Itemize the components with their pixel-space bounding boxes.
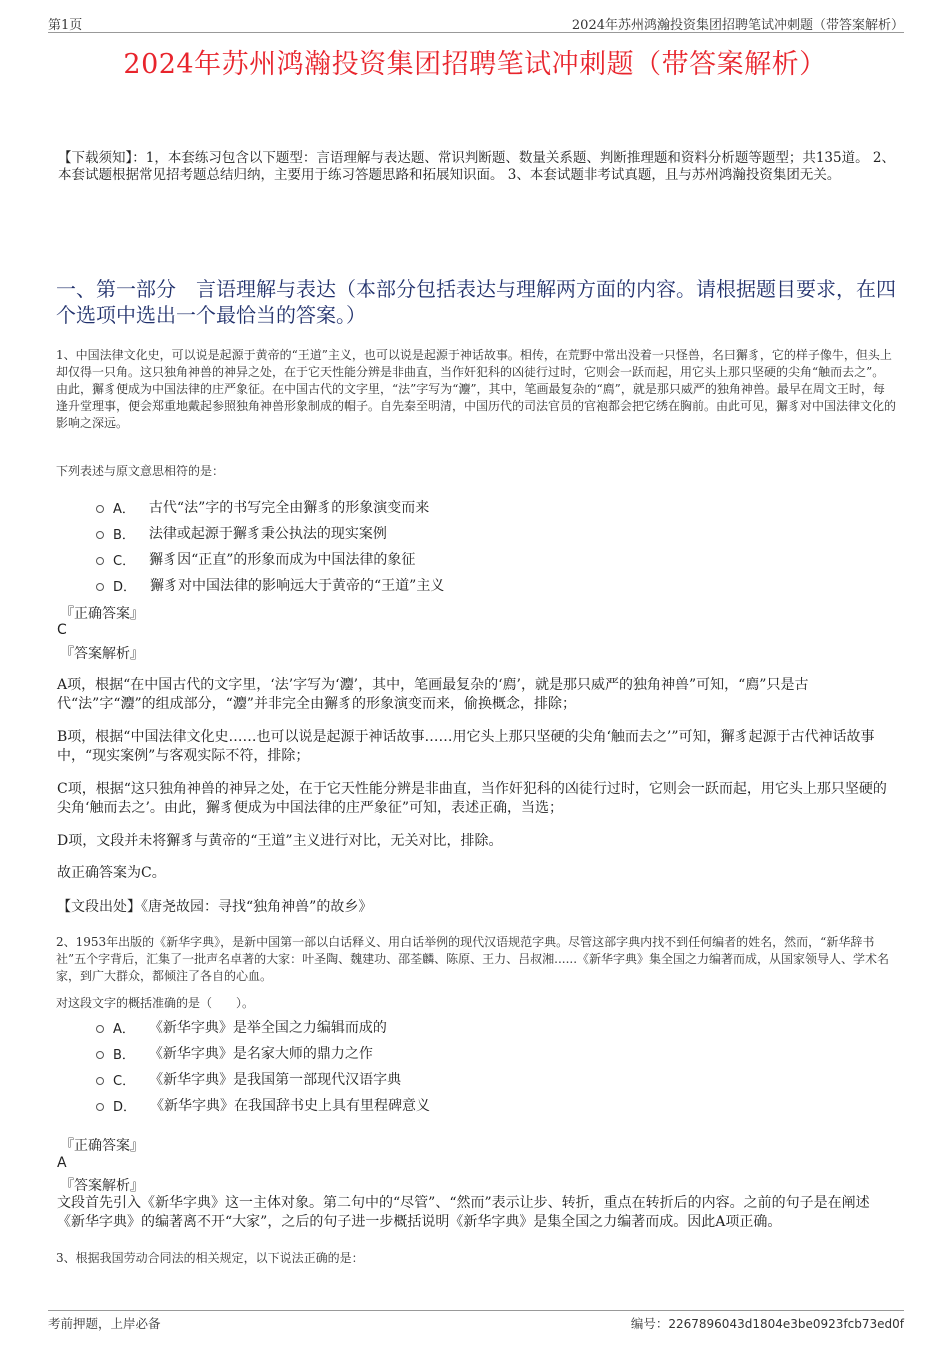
header-divider xyxy=(48,32,904,33)
radio-icon[interactable] xyxy=(96,583,104,591)
option-text: 《新华字典》是举全国之力编辑而成的 xyxy=(148,1020,387,1036)
question-3-text: 3、根据我国劳动合同法的相关规定，以下说法正确的是： xyxy=(56,1251,364,1265)
option-text: 《新华字典》是名家大师的鼎力之作 xyxy=(148,1046,373,1062)
q1-analysis-d: D项，文段并未将獬豸与黄帝的“王道”主义进行对比，无关对比，排除。 xyxy=(57,833,503,849)
q2-analysis: 文段首先引入《新华字典》这一主体对象。第二句中的“尽管”、“然而”表示让步、转折，重点在转折后的内容。之前的句子是在阐述《新华字典》的编著离不开“大家”，之后的句子进一步概括说明《新华字典》是集全国之力编著而成。因此A项正确。 xyxy=(57,1195,870,1230)
option-text: 《新华字典》是我国第一部现代汉语字典 xyxy=(149,1072,402,1088)
footer-slogan: 考前押题，上岸必备 xyxy=(48,1316,161,1331)
q1-analysis-a: A项，根据“在中国古代的文字里，‘法’字写为‘灋’，其中，笔画最复杂的‘廌’，就是那只威严的独角神兽”可知，“廌”只是古代“法”字“灋”的组成部分，“灋”并非完全由獬豸的形象演变而来，偷换概念，排除； xyxy=(57,677,809,712)
option-letter: C． xyxy=(113,553,136,569)
q2-option-d[interactable] xyxy=(96,1095,430,1115)
q1-conclusion: 故正确答案为C。 xyxy=(57,865,166,881)
footer-code-value: 2267896043d1804e3be0923fcb73ed0f xyxy=(668,1317,904,1331)
option-text: 古代“法”字的书写完全由獬豸的形象演变而来 xyxy=(148,500,430,516)
footer-divider xyxy=(48,1310,904,1311)
option-letter: D． xyxy=(113,579,137,595)
q1-source: 【文段出处】《唐尧故园：寻找“独角神兽”的故乡》 xyxy=(57,899,373,915)
question-2-prompt: 对这段文字的概括准确的是（ ）。 xyxy=(56,996,255,1010)
option-text: 獬豸对中国法律的影响远大于黄帝的“王道”主义 xyxy=(150,578,445,594)
q2-answer-label: 『正确答案』 xyxy=(60,1138,144,1154)
q1-analysis-label: 『答案解析』 xyxy=(60,646,144,662)
option-letter: A． xyxy=(113,1021,135,1037)
option-letter: B． xyxy=(113,1047,135,1063)
radio-icon[interactable] xyxy=(96,531,104,539)
footer-code-label: 编号： xyxy=(630,1316,669,1331)
section-heading: 一、第一部分 言语理解与表达（本部分包括表达与理解两方面的内容。请根据题目要求，在四个选项中选出一个最恰当的答案。） xyxy=(56,277,896,327)
q2-answer: A xyxy=(57,1155,67,1171)
page-number: 第1页 xyxy=(48,18,83,33)
radio-icon[interactable] xyxy=(96,1103,104,1111)
option-letter: D． xyxy=(113,1099,137,1115)
radio-icon[interactable] xyxy=(96,1077,104,1085)
q1-analysis-c: C项，根据“这只独角神兽的神异之处，在于它天性能分辨是非曲直，当作奸犯科的凶徒行过时，它则会一跃而起，用它头上那只坚硬的尖角‘触而去之’。由此，獬豸便成为中国法律的庄严象征”可知，表述正确，当选； xyxy=(57,781,887,816)
option-text: 獬豸因“正直”的形象而成为中国法律的象征 xyxy=(149,552,416,568)
question-1-prompt: 下列表述与原文意思相符的是： xyxy=(56,464,225,478)
q1-answer: C xyxy=(57,622,67,638)
header-doc-title: 2024年苏州鸿瀚投资集团招聘笔试冲刺题（带答案解析） xyxy=(571,18,904,33)
q1-option-c[interactable] xyxy=(96,549,415,569)
q1-answer-label: 『正确答案』 xyxy=(60,606,144,622)
q2-option-a[interactable] xyxy=(96,1017,387,1037)
q1-option-b[interactable] xyxy=(96,523,387,543)
radio-icon[interactable] xyxy=(96,557,104,565)
q1-option-a[interactable] xyxy=(96,497,429,517)
option-letter: A． xyxy=(113,501,135,517)
q1-analysis-b: B项，根据“中国法律文化史……也可以说是起源于神话故事……用它头上那只坚硬的尖角‘触而去之’”可知，獬豸起源于古代神话故事中，“现实案例”与客观实际不符，排除； xyxy=(57,729,875,764)
q2-analysis-label: 『答案解析』 xyxy=(60,1178,144,1194)
radio-icon[interactable] xyxy=(96,1025,104,1033)
option-text: 法律或起源于獬豸秉公执法的现实案例 xyxy=(148,526,387,542)
q2-option-c[interactable] xyxy=(96,1069,401,1089)
option-letter: C． xyxy=(113,1073,136,1089)
q1-option-d[interactable] xyxy=(96,575,444,595)
option-text: 《新华字典》在我国辞书史上具有里程碑意义 xyxy=(150,1098,431,1114)
radio-icon[interactable] xyxy=(96,1051,104,1059)
question-1-text: 1、中国法律文化史，可以说是起源于黄帝的“王道”主义，也可以说是起源于神话故事。相传，在荒野中常出没着一只怪兽，名曰獬豸，它的样子像牛，但头上却仅得一只角。这只独角神兽的神异之处，在于它天性能分辨是非曲直，当作奸犯科的凶徒行过时，它则会一跃而起，用它头上那只坚硬的尖角“触而去之”。由此，獬豸便成为中国法律的庄严象征。在中国古代的文字里，“法”字写为“灋”，其中，笔画最复杂的“廌”，就是那只威严的独角神兽。最早在周文王时，每逢升堂理事，便会郑重地戴起参照独角神兽形象制成的帽子。自先秦至明清，中国历代的司法官员的官袍都会把它绣在胸前。由此可见，獬豸对中国法律文化的影响之深远。 xyxy=(56,348,897,430)
page-title: 2024年苏州鸿瀚投资集团招聘笔试冲刺题（带答案解析） xyxy=(123,49,827,80)
question-2-text: 2、1953年出版的《新华字典》，是新中国第一部以白话释义、用白话举例的现代汉语规范字典。尽管这部字典内找不到任何编者的姓名，然而，“新华辞书社”五个字背后，汇集了一批声名卓著的大家：叶圣陶、魏建功、邵荃麟、陈原、王力、吕叔湘......《新华字典》集全国之力编著而成，从国家领导人、学术名家，到广大群众，都倾注了各自的心血。 xyxy=(56,935,890,983)
radio-icon[interactable] xyxy=(96,505,104,513)
download-notice: 【下载须知】：1，本套练习包含以下题型：言语理解与表达题、常识判断题、数量关系题、判断推理题和资料分析题等题型；共135道。 2、本套试题根据常见招考题总结归纳，主要用于练习答题思路和拓展知识面。 3、本套试题非考试真题，且与苏州鸿瀚投资集团无关。 xyxy=(58,150,895,183)
option-letter: B． xyxy=(113,527,135,543)
footer-code xyxy=(631,1314,904,1332)
q2-option-b[interactable] xyxy=(96,1043,373,1063)
